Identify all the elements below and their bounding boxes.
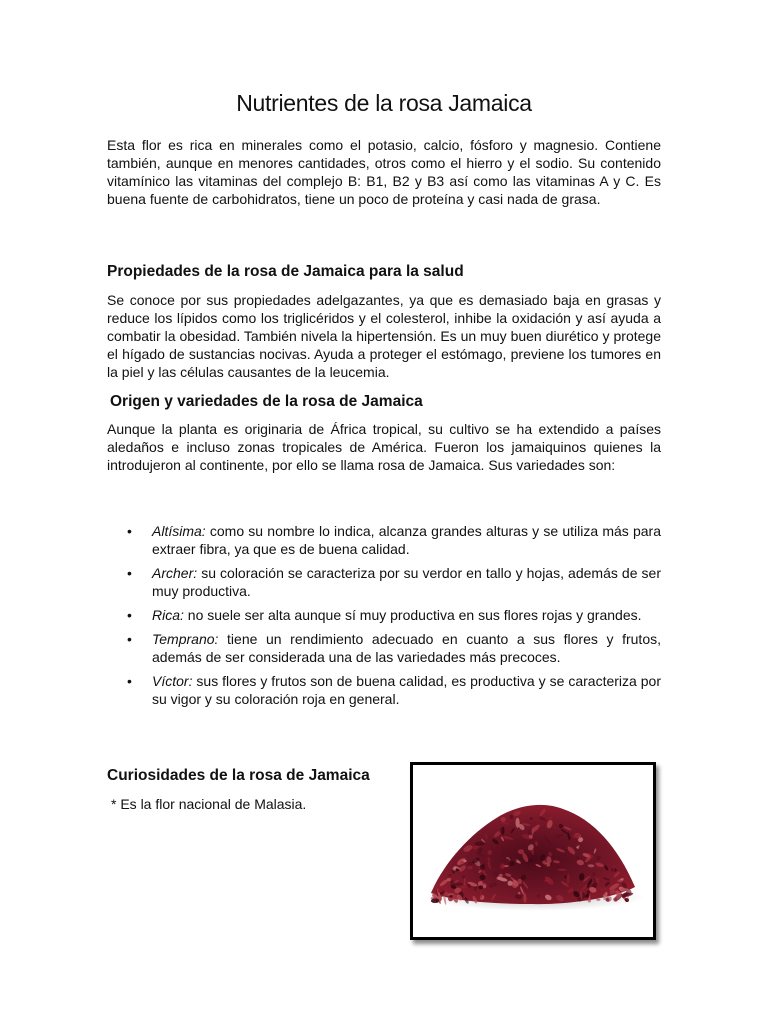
bullet-icon: • bbox=[127, 631, 132, 647]
origin-heading: Origen y variedades de la rosa de Jamaica bbox=[110, 393, 423, 410]
list-item bbox=[107, 522, 661, 558]
variety-description: tiene un rendimiento adecuado en cuanto a sus flores y frutos, además de ser considerada una de las variedades más precoces. bbox=[152, 631, 661, 665]
list-item bbox=[107, 672, 661, 708]
intro-paragraph: Esta flor es rica en minerales como el potasio, calcio, fósforo y magnesio. Contiene también, aunque en menores cantidades, otros como el hierro y el sodio. Su contenido vitamínico las vitaminas del complejo B: B1, B2 y B3 así como las vitaminas A y C. Es buena fuente de carbohidratos, tiene un poco de proteína y casi nada de grasa. bbox=[107, 137, 661, 207]
bullet-icon: • bbox=[127, 523, 132, 539]
variety-description: sus flores y frutos son de buena calidad, es productiva y se caracteriza por su vigor y su coloración roja en general. bbox=[152, 673, 661, 707]
petal-flake bbox=[468, 866, 473, 870]
list-item bbox=[107, 630, 661, 666]
variety-description: como su nombre lo indica, alcanza grandes alturas y se utiliza más para extraer fibra, ya que es de buena calidad. bbox=[152, 523, 661, 557]
variety-name: Rica: bbox=[152, 607, 184, 623]
list-item bbox=[107, 564, 661, 600]
curiosities-text: * Es la flor nacional de Malasia. bbox=[111, 796, 307, 812]
bullet-icon: • bbox=[127, 607, 132, 623]
variety-name: Temprano: bbox=[152, 631, 219, 647]
dried-hibiscus-photo bbox=[410, 762, 656, 940]
hibiscus-pile-image bbox=[413, 765, 653, 937]
varieties-list bbox=[107, 522, 661, 714]
variety-description: su coloración se caracteriza por su verdor en tallo y hojas, además de ser muy productiva. bbox=[152, 565, 661, 599]
petal-flake bbox=[557, 869, 567, 871]
variety-name: Altísima: bbox=[152, 523, 206, 539]
bullet-icon: • bbox=[127, 565, 132, 581]
variety-name: Víctor: bbox=[152, 673, 193, 689]
variety-name: Archer: bbox=[152, 565, 198, 581]
bullet-icon: • bbox=[127, 673, 132, 689]
list-item bbox=[107, 606, 661, 624]
variety-description: no suele ser alta aunque sí muy productiva en sus flores rojas y grandes. bbox=[183, 607, 642, 623]
health-heading: Propiedades de la rosa de Jamaica para la salud bbox=[107, 263, 464, 280]
origin-paragraph: Aunque la planta es originaria de África tropical, su cultivo se ha extendido a países aledaños e incluso zonas tropicales de América. Fueron los jamaiquinos quienes la introdujeron al continente, por ello se llama rosa de Jamaica. Sus variedades son: bbox=[107, 421, 661, 473]
health-paragraph: Se conoce por sus propiedades adelgazantes, ya que es demasiado baja en grasas y reduce los lípidos como los triglicéridos y el colesterol, inhibe la oxidación y así ayuda a combatir la obesidad. También nivela la hipertensión. Es un muy buen diurético y protege el hígado de sustancias nocivas. Ayuda a proteger el estómago, previene los tumores en la piel y las células causantes de la leucemia. bbox=[107, 292, 661, 380]
curiosities-heading: Curiosidades de la rosa de Jamaica bbox=[107, 767, 370, 784]
document-title: Nutrientes de la rosa Jamaica bbox=[236, 90, 532, 116]
